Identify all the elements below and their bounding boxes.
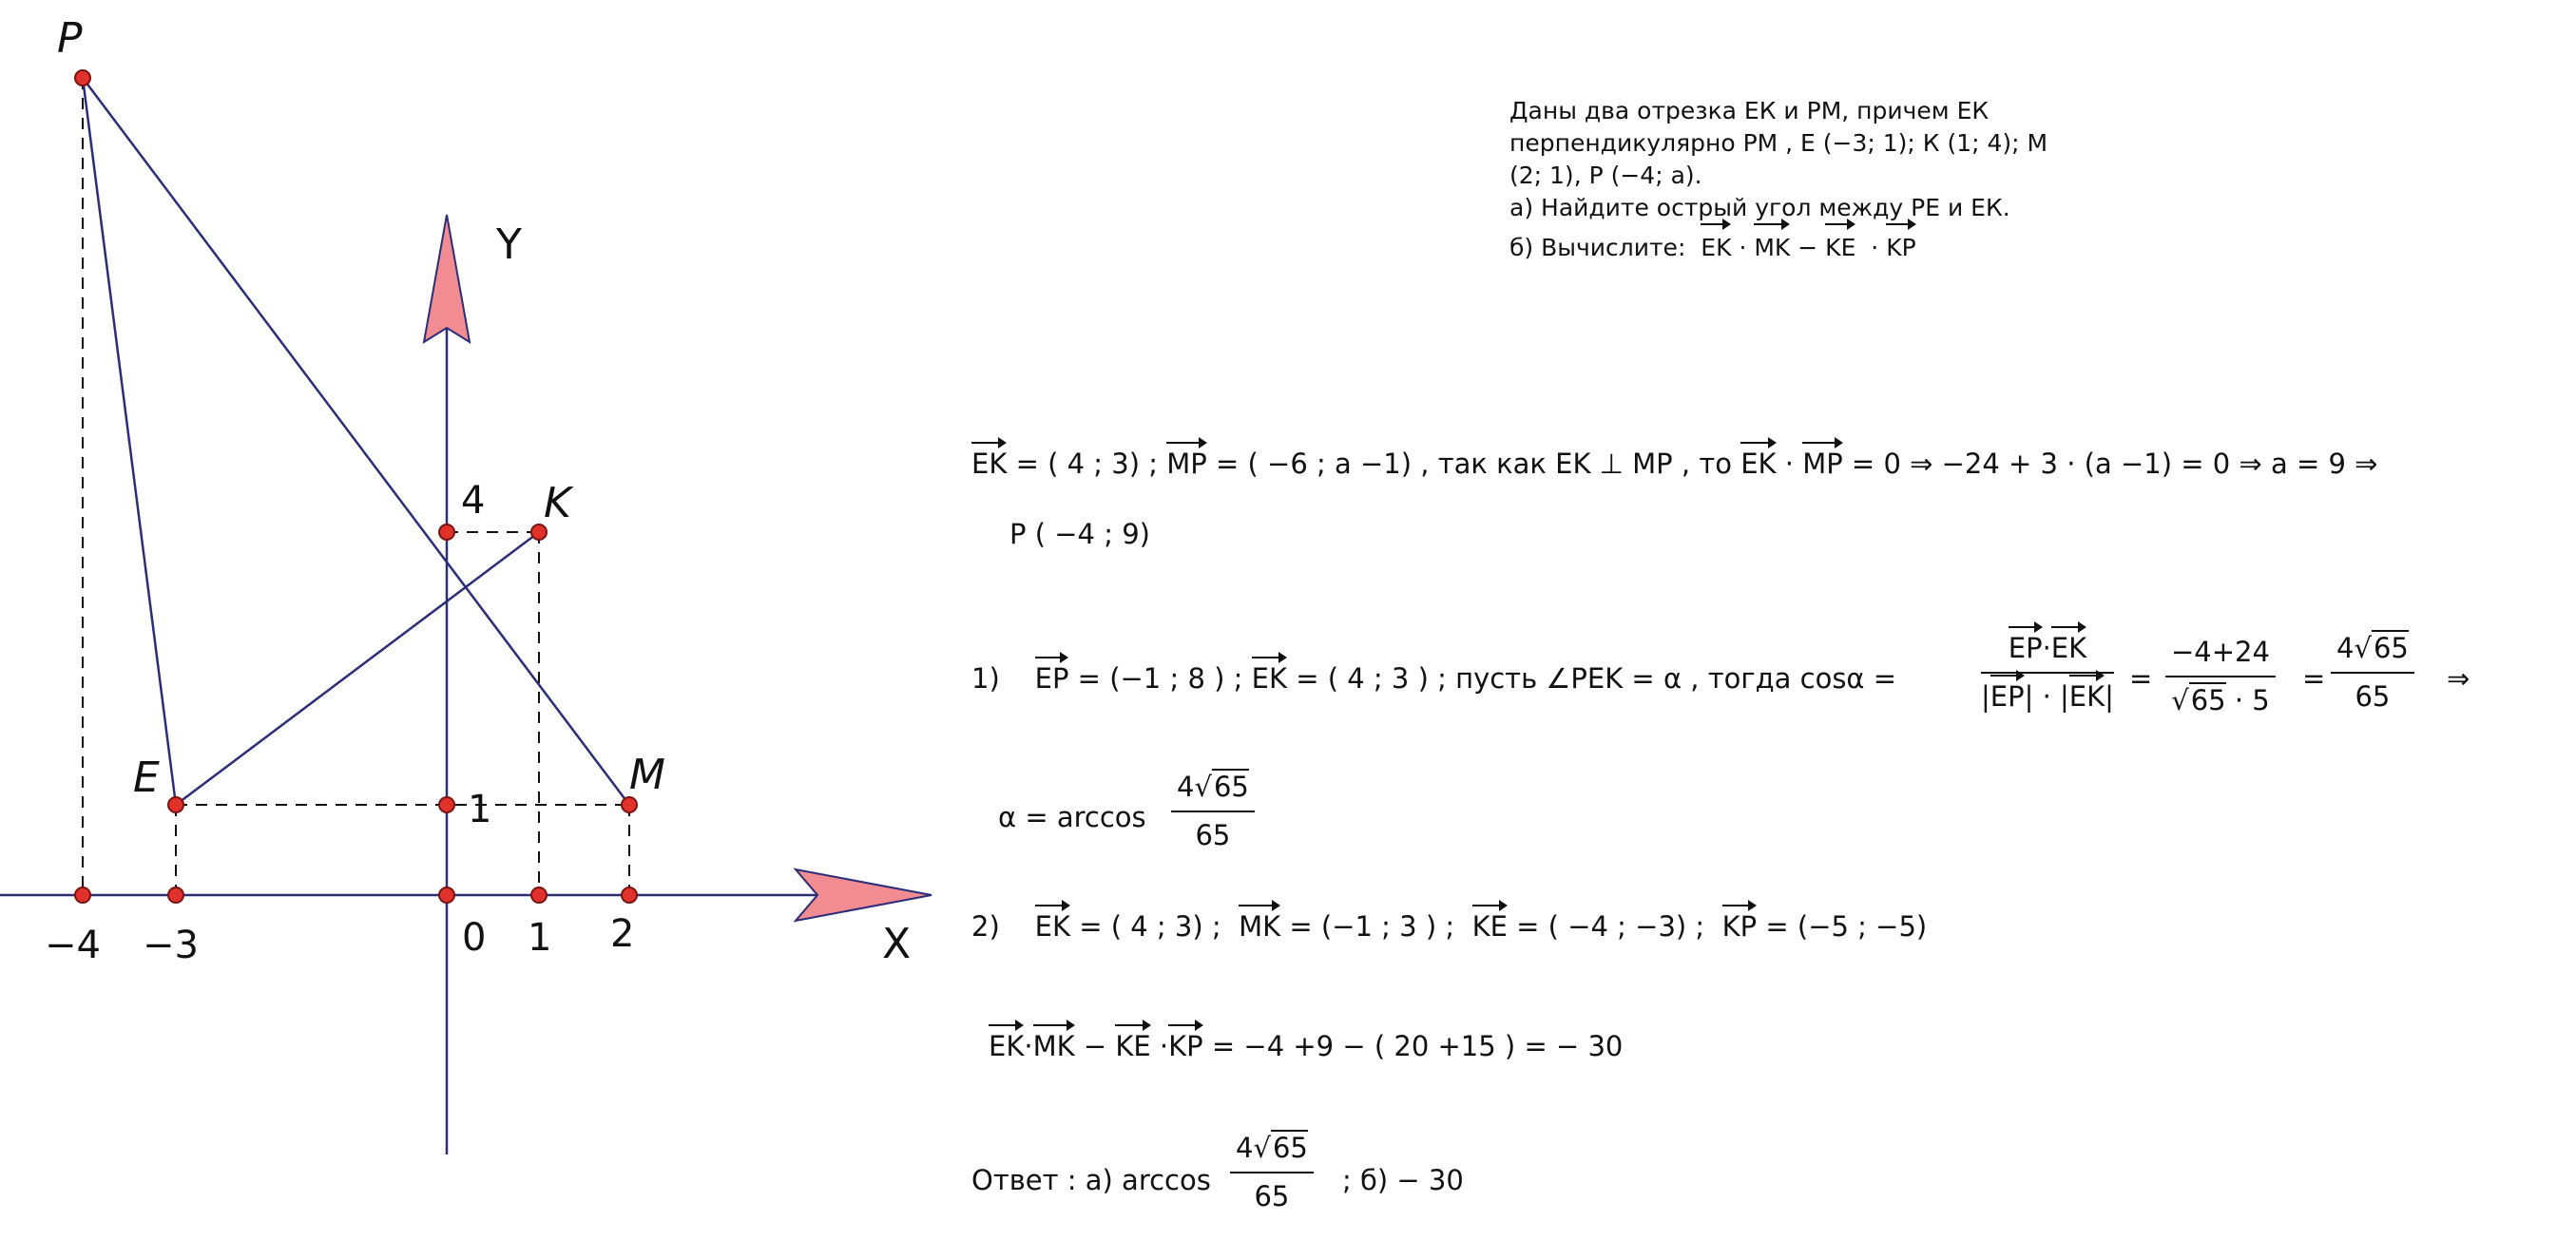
math-text: = ( 4 ; 3) ; bbox=[1015, 448, 1159, 480]
solution-line-5 bbox=[971, 910, 1928, 943]
radicand: 65 bbox=[2190, 684, 2226, 716]
point-x2 bbox=[622, 887, 637, 903]
math-text: = ( 4 ; 3) ; bbox=[1079, 910, 1221, 943]
math-text: = ( −4 ; −3) ; bbox=[1516, 910, 1705, 943]
fraction-denominator: 65 bbox=[1254, 1180, 1290, 1212]
solution-line-2: P ( −4 ; 9) bbox=[1009, 518, 1150, 550]
coordinate-plane bbox=[0, 0, 951, 1240]
task-line-5-prefix: б) Вычислите: bbox=[1509, 234, 1686, 261]
solution-line-4: α = arccos bbox=[998, 801, 1146, 833]
fraction-value bbox=[2165, 636, 2276, 716]
y-axis-arrowhead bbox=[424, 215, 470, 342]
vec-ke: KE bbox=[1825, 219, 1855, 264]
task-statement bbox=[1509, 95, 2047, 264]
vec-ek: EK bbox=[989, 1020, 1024, 1060]
vec-kp: KP bbox=[1886, 219, 1915, 264]
vec-mp: MP bbox=[1166, 437, 1207, 478]
dot-op: · bbox=[1024, 1030, 1033, 1062]
vec-kp: KP bbox=[1722, 900, 1758, 941]
math-text: · 5 bbox=[2225, 684, 2270, 716]
math-text: | · | bbox=[2024, 680, 2069, 713]
abs-bar: | bbox=[1981, 680, 1990, 713]
fraction-numerator: 4√65 bbox=[1171, 773, 1255, 812]
math-text: = 0 ⇒ −24 + 3 · (a −1) = 0 ⇒ a = 9 ⇒ bbox=[1851, 448, 2378, 480]
vec-kp: KP bbox=[1168, 1020, 1203, 1060]
tick-label-x2: 2 bbox=[610, 912, 635, 956]
point-x-3 bbox=[168, 887, 183, 903]
solution-line-1 bbox=[971, 450, 2377, 478]
vec-mk: MK bbox=[1239, 900, 1280, 941]
dot-op: · bbox=[1739, 234, 1747, 261]
solution-line-3 bbox=[971, 662, 1897, 695]
dot-op: · bbox=[1871, 234, 1879, 261]
segment-ek bbox=[176, 532, 539, 805]
point-x-4 bbox=[75, 887, 90, 903]
fraction-denominator: 65 bbox=[1195, 819, 1231, 851]
coefficient: 4 bbox=[1177, 771, 1195, 803]
point-e bbox=[168, 797, 183, 812]
fraction-denominator bbox=[1981, 674, 2114, 711]
vec-ek: EK bbox=[1740, 437, 1776, 478]
vec-ke: KE bbox=[1115, 1020, 1150, 1060]
equals-sign: = bbox=[2129, 662, 2153, 695]
vec-ek: EK bbox=[1701, 219, 1731, 264]
coefficient: 4 bbox=[2336, 632, 2355, 664]
vec-ek: EK bbox=[1252, 652, 1287, 693]
math-text: = (−1 ; 8 ) ; bbox=[1077, 662, 1243, 695]
point-label-e: E bbox=[133, 754, 160, 802]
task-line-5 bbox=[1509, 232, 2047, 264]
vec-ek: EK bbox=[1035, 900, 1070, 941]
tick-label-y4: 4 bbox=[461, 479, 486, 523]
tick-label-y1: 1 bbox=[468, 788, 492, 831]
fraction-cos bbox=[1981, 632, 2114, 713]
math-text: = ( −6 ; a −1) , так как EK ⊥ MP , то bbox=[1215, 448, 1732, 480]
tick-label-x1: 1 bbox=[528, 916, 552, 960]
y-axis-label: Y bbox=[496, 220, 522, 269]
implies-sign: ⇒ bbox=[2447, 662, 2470, 695]
dot-op: · bbox=[1159, 1030, 1169, 1062]
math-text: = −4 +9 − ( 20 +15 ) = − 30 bbox=[1211, 1030, 1624, 1062]
vec-ek: EK bbox=[2069, 670, 2105, 711]
abs-bar: | bbox=[2105, 680, 2114, 713]
item-number: 1) bbox=[971, 662, 1000, 695]
point-label-k: K bbox=[544, 479, 571, 527]
point-origin bbox=[439, 887, 454, 903]
radicand: 65 bbox=[1213, 771, 1249, 803]
fraction-numerator bbox=[1981, 632, 2114, 674]
tick-label-x-4: −4 bbox=[45, 924, 101, 967]
point-p bbox=[75, 70, 90, 86]
vec-ke: KE bbox=[1472, 900, 1508, 941]
point-label-p: P bbox=[57, 14, 83, 63]
item-number: 2) bbox=[971, 910, 1000, 943]
answer-label: Ответ : а) arccos bbox=[971, 1164, 1211, 1196]
tick-label-x-3: −3 bbox=[143, 924, 199, 967]
fraction-answer bbox=[1230, 1132, 1314, 1212]
point-label-m: M bbox=[629, 751, 665, 799]
dot-op: · bbox=[1784, 448, 1794, 480]
vec-mk: MK bbox=[1754, 219, 1790, 264]
vec-ek: EK bbox=[2051, 621, 2086, 662]
fraction-numerator: 4√65 bbox=[2331, 635, 2414, 674]
solution-line-6 bbox=[989, 1030, 1624, 1062]
point-y4 bbox=[439, 525, 454, 540]
vec-mp: MP bbox=[1802, 437, 1843, 478]
task-line-2: перпендикулярно РМ , Е (−3; 1); К (1; 4); М bbox=[1509, 129, 2048, 157]
vec-ep: EP bbox=[2009, 621, 2043, 662]
math-text: = (−1 ; 3 ) ; bbox=[1289, 910, 1455, 943]
task-line-3: (2; 1), Р (−4; а). bbox=[1509, 162, 1702, 189]
equals-sign: = bbox=[2302, 662, 2326, 695]
point-x1 bbox=[531, 887, 547, 903]
radicand: 65 bbox=[2373, 632, 2409, 664]
fraction-result bbox=[2331, 632, 2414, 713]
segment-pm bbox=[83, 78, 629, 805]
task-line-4: а) Найдите острый угол между РЕ и ЕК. bbox=[1509, 194, 2010, 221]
x-axis-label: X bbox=[882, 920, 912, 968]
point-y1 bbox=[439, 797, 454, 812]
minus-op: − bbox=[1083, 1030, 1107, 1062]
segment-pe bbox=[83, 78, 176, 805]
coefficient: 4 bbox=[1236, 1132, 1254, 1164]
dot-op: · bbox=[2042, 632, 2051, 664]
task-line-1: Даны два отрезка ЕК и РМ, причем ЕК bbox=[1509, 97, 1990, 124]
math-text: = (−5 ; −5) bbox=[1765, 910, 1928, 943]
tick-label-x0: 0 bbox=[462, 916, 487, 960]
vec-mk: MK bbox=[1033, 1020, 1075, 1060]
vec-ep: EP bbox=[1990, 670, 2025, 711]
math-text: = ( 4 ; 3 ) ; пусть ∠PEK = α , тогда cosα = bbox=[1296, 662, 1897, 695]
point-m bbox=[622, 797, 637, 812]
minus-op: − bbox=[1797, 234, 1818, 261]
fraction-numerator: 4√65 bbox=[1230, 1135, 1314, 1173]
fraction-numerator: −4+24 bbox=[2165, 639, 2276, 677]
vec-ep: EP bbox=[1035, 652, 1069, 693]
vec-ek: EK bbox=[971, 437, 1007, 478]
answer-part-b: ; б) − 30 bbox=[1342, 1164, 1464, 1196]
fraction-denominator: √65 · 5 bbox=[2171, 684, 2270, 716]
fraction-denominator: 65 bbox=[2355, 680, 2391, 713]
fraction-alpha bbox=[1171, 773, 1255, 849]
radicand: 65 bbox=[1272, 1132, 1308, 1164]
